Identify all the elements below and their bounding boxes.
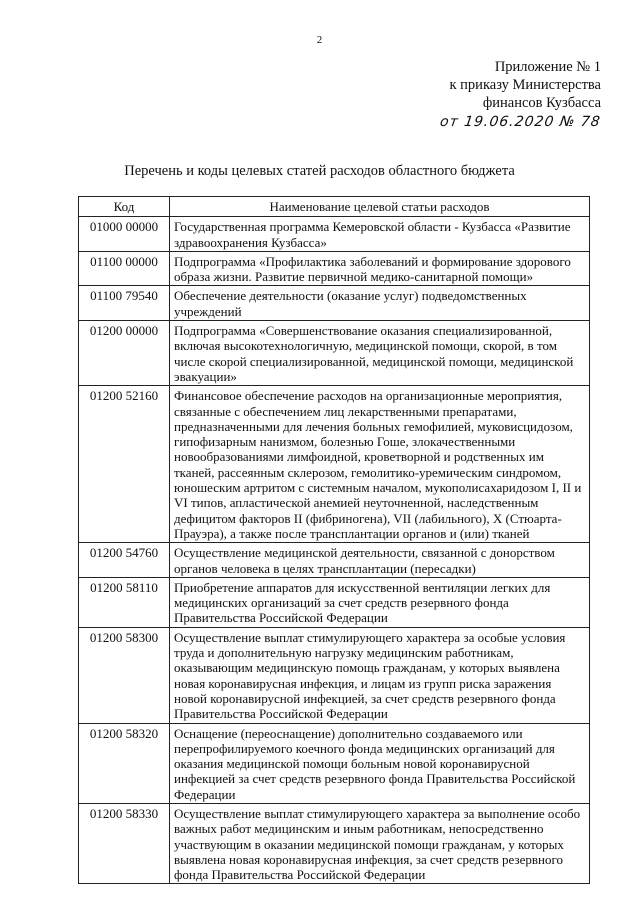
row-code: 01200 00000 bbox=[79, 321, 170, 386]
row-name: Осуществление выплат стимулирующего характера за особые условия труда и дополнительную нагрузку медицинским работникам, оказывающим медицинскую помощь гражданам, у которых выявлена новая коронавирусная инфекция, и лицам из групп риска заражения новой коронавирусной инфекцией, за счет средств резервного фонда Правительства Российской Федерации bbox=[170, 627, 590, 723]
row-name: Осуществление выплат стимулирующего характера за выполнение особо важных работ медицинским и иным работникам, непосредственно участвующим в оказании медицинской помощи гражданам, у которых выявлена новая коронавирусная инфекция, за счет средств резервного фонда Правительства Российской Федерации bbox=[170, 803, 590, 883]
table-row bbox=[79, 251, 590, 286]
row-name: Финансовое обеспечение расходов на организационные мероприятия, связанные с обеспечением лиц лекарственными препаратами, предназначенными для лечения больных гемофилией, муковисцидозом, гипофизарным нанизмом, болезнью Гоше, злокачественными новообразованиями лимфоидной, кроветворной и родственных им тканей, рассеянным склерозом, гемолитико-уремическим синдромом, юношеским артритом с системным началом, мукополисахаридозом I, II и VI типов, апластической анемией неуточненной, наследственным дефицитом факторов II (фибриногена), VII (лабильного), X (Стюарта-Прауэра), а также после трансплантации органов и (или) тканей bbox=[170, 386, 590, 543]
row-code: 01000 00000 bbox=[79, 217, 170, 252]
table-row bbox=[79, 321, 590, 386]
table-body bbox=[79, 217, 590, 884]
appendix-block bbox=[351, 58, 601, 131]
row-name: Приобретение аппаратов для искусственной вентиляции легких для медицинских организаций за счет средств резервного фонда Правительства Российской Федерации bbox=[170, 577, 590, 627]
row-code: 01200 58110 bbox=[79, 577, 170, 627]
table-row bbox=[79, 217, 590, 252]
appendix-line-2: к приказу Министерства bbox=[449, 77, 601, 93]
row-name: Подпрограмма «Профилактика заболеваний и формирование здорового образа жизни. Развитие первичной медико-санитарной помощи» bbox=[170, 251, 590, 286]
table-row bbox=[79, 543, 590, 578]
row-name: Оснащение (переоснащение) дополнительно создаваемого или перепрофилируемого коечного фонда медицинских организаций для оказания медицинской помощи больным новой коронавирусной инфекцией за счет средств резервного фонда Правительства Российской Федерации bbox=[170, 723, 590, 803]
row-code: 01200 58320 bbox=[79, 723, 170, 803]
row-name: Обеспечение деятельности (оказание услуг) подведомственных учреждений bbox=[170, 286, 590, 321]
table-row bbox=[79, 627, 590, 723]
column-header-code: Код bbox=[79, 197, 170, 217]
row-code: 01200 58300 bbox=[79, 627, 170, 723]
table-row bbox=[79, 386, 590, 543]
row-code: 01200 54760 bbox=[79, 543, 170, 578]
handwritten-date-number: от 19.06.2020 № 78 bbox=[439, 114, 603, 130]
appendix-line-3: финансов Кузбасса bbox=[482, 95, 601, 111]
row-code: 01200 58330 bbox=[79, 803, 170, 883]
row-name: Осуществление медицинской деятельности, связанной с донорством органов человека в целях трансплантации (пересадки) bbox=[170, 543, 590, 578]
row-name: Государственная программа Кемеровской области - Кузбасса «Развитие здравоохранения Кузбасса» bbox=[170, 217, 590, 252]
table-row bbox=[79, 577, 590, 627]
table-row bbox=[79, 803, 590, 883]
table-header-row bbox=[79, 197, 590, 217]
table-row bbox=[79, 723, 590, 803]
row-code: 01100 79540 bbox=[79, 286, 170, 321]
column-header-name: Наименование целевой статьи расходов bbox=[170, 197, 590, 217]
page-number: 2 bbox=[316, 34, 323, 46]
row-code: 01100 00000 bbox=[79, 251, 170, 286]
budget-codes-table bbox=[78, 196, 590, 884]
row-name: Подпрограмма «Совершенствование оказания специализированной, включая высокотехнологичную, медицинской помощи, скорой, в том числе скорой специализированной, медицинской помощи, медицинской эвакуации» bbox=[170, 321, 590, 386]
table-row bbox=[79, 286, 590, 321]
document-title: Перечень и коды целевых статей расходов областного бюджета bbox=[124, 163, 515, 179]
appendix-line-1: Приложение № 1 bbox=[494, 59, 601, 75]
row-code: 01200 52160 bbox=[79, 386, 170, 543]
